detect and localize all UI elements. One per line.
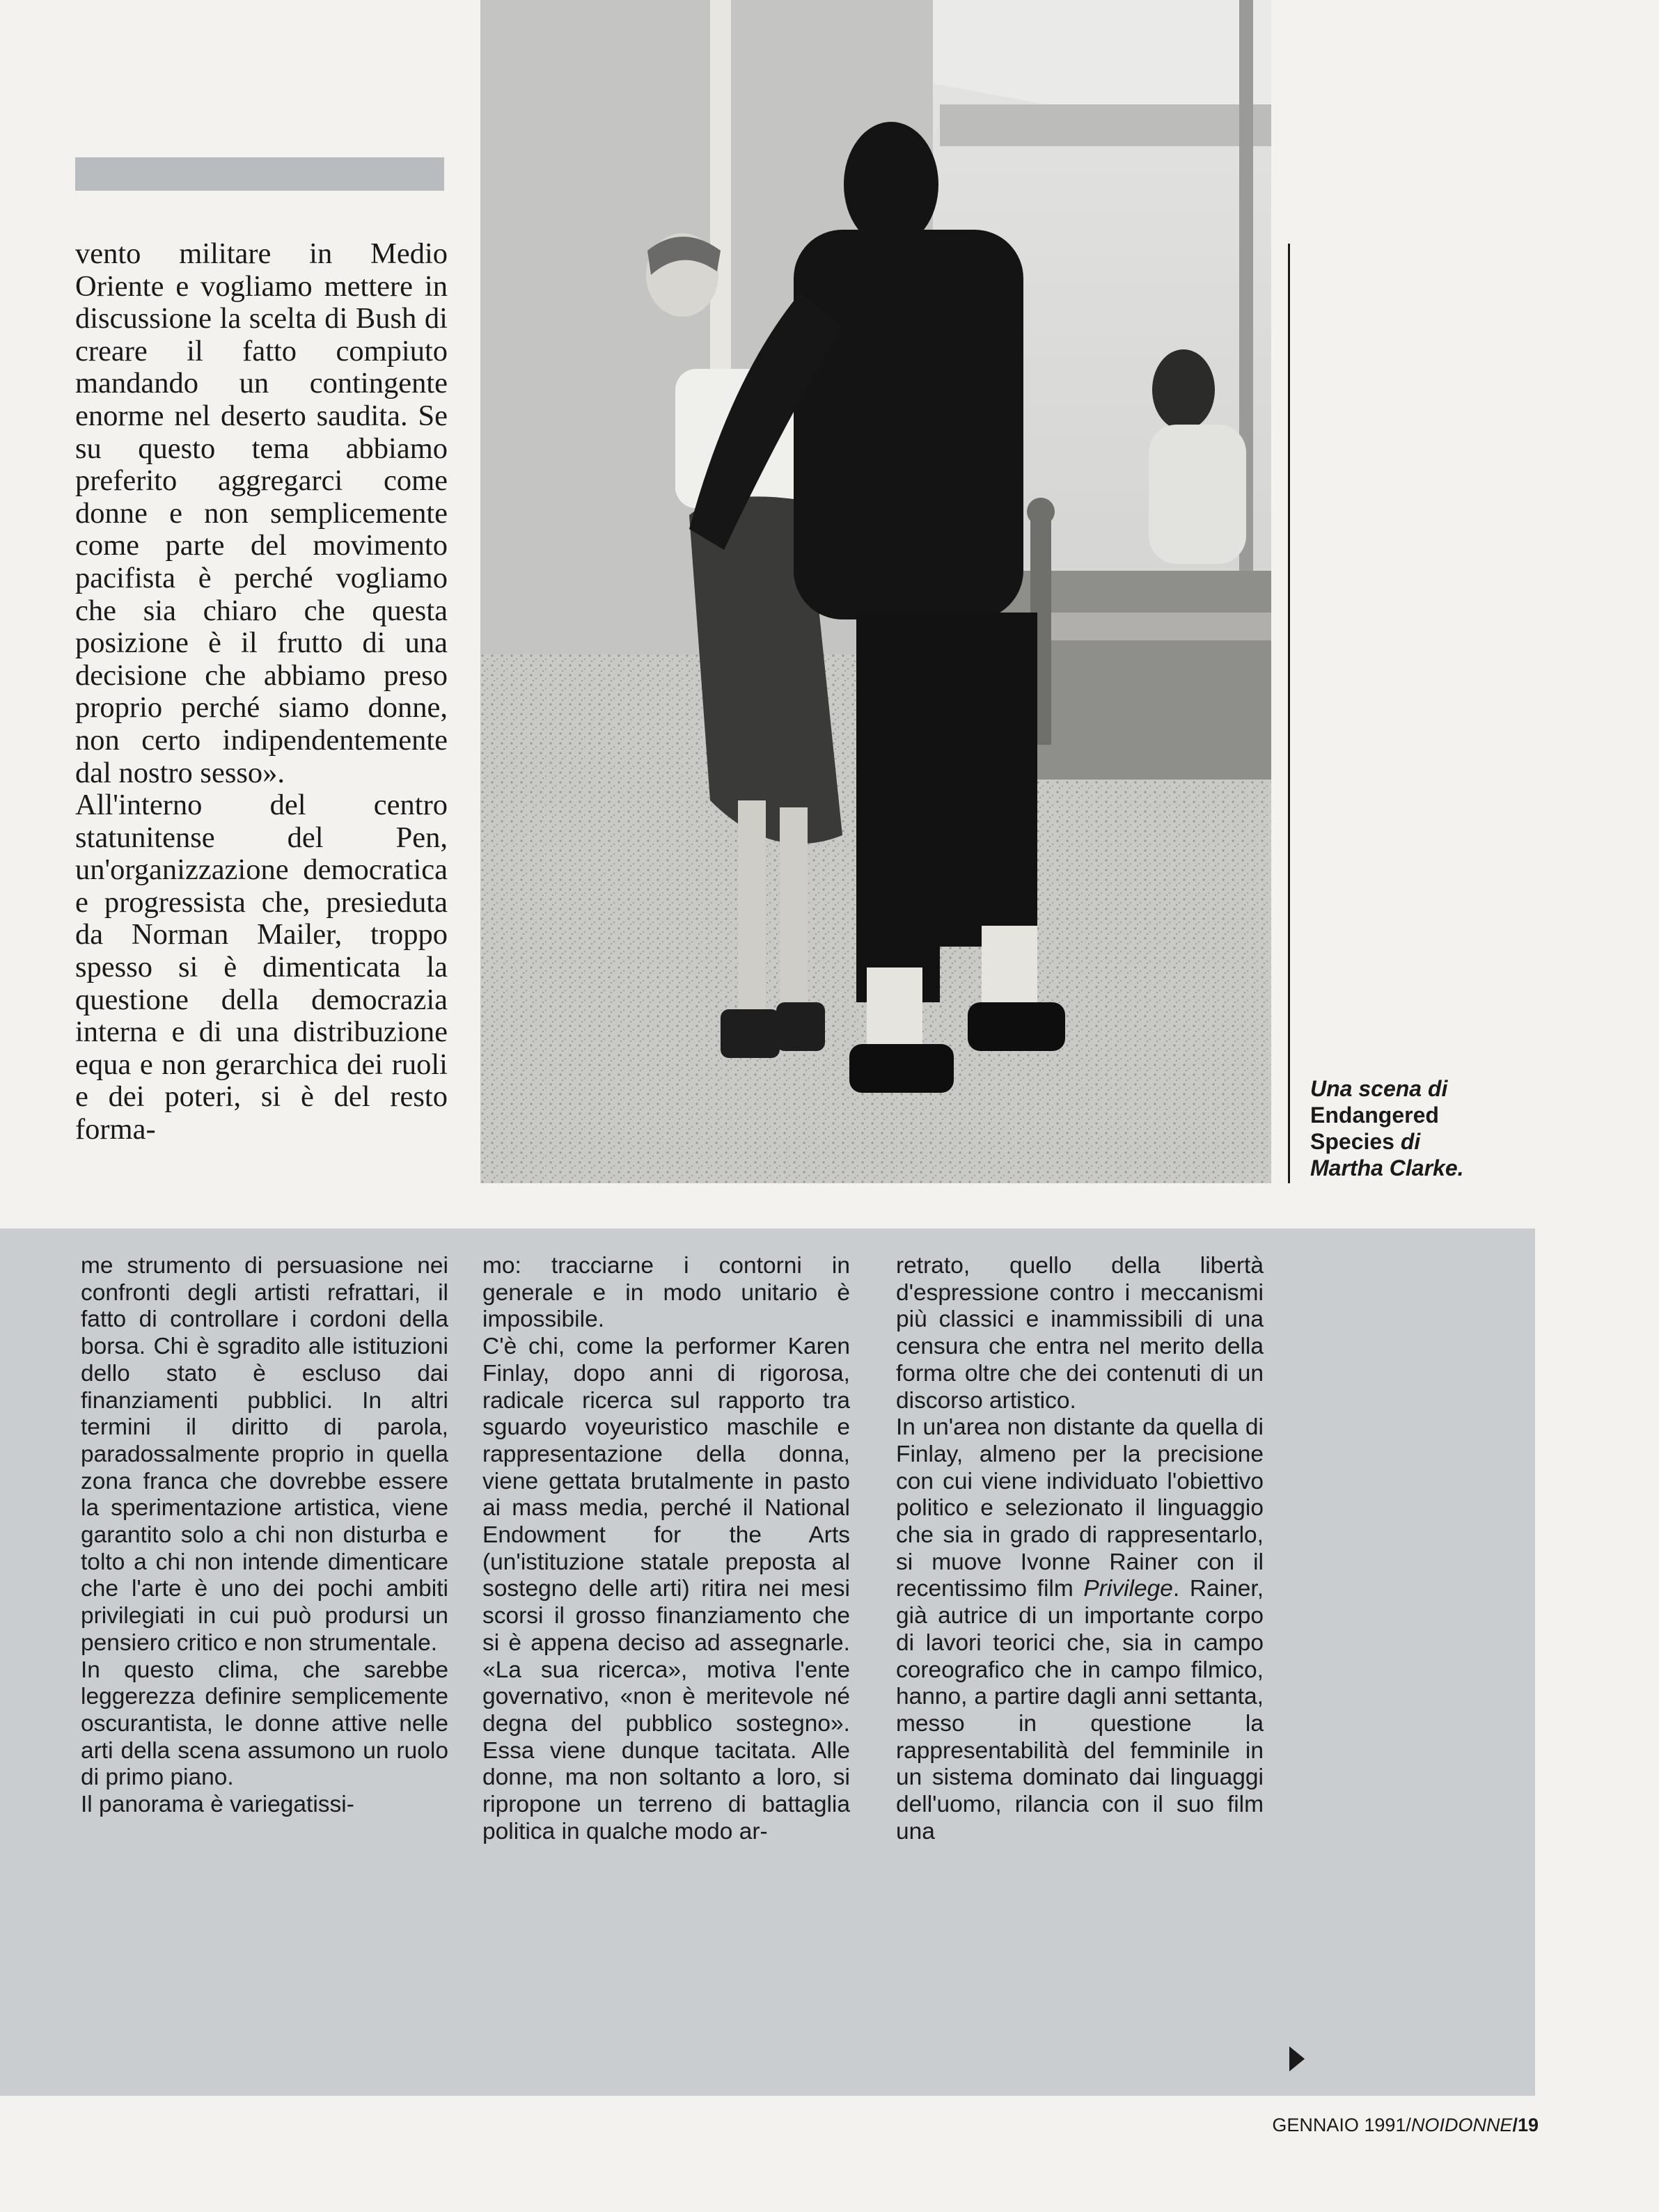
decorative-gray-bar: [75, 157, 444, 191]
footer-date: GENNAIO 1991/: [1272, 2115, 1411, 2135]
paragraph: All'interno del centro statunitense del Pen, un'organizzazione democratica e progressista che, presieduta da Norman Mailer, troppo spesso si è dimenticata la questione della democrazia interna e di una distribuzione equa e non gerarchica dei ruoli e dei poteri, si è del resto forma-: [75, 789, 448, 1146]
caption-author: Martha Clarke.: [1310, 1155, 1464, 1180]
caption-text: di: [1400, 1129, 1421, 1154]
paragraph: In questo clima, che sarebbe leggerezza definire semplicemente oscurantista, le donne attive nelle arti della scena assumono un ruolo di primo piano.: [81, 1657, 448, 1791]
paragraph: me strumento di persuasione nei confronti degli artisti refrattari, il fatto di controllare i cordoni della borsa. Chi è sgradito alle istituzioni dello stato è escluso dai finanziamenti pubblici. In altri termini il diritto di parola, paradossalmente proprio in quella zona franca che dovrebbe essere la sperimentazione artistica, viene garantito solo a chi non disturba e tolto a chi non intende dimenticare che l'arte è uno dei pochi ambiti privilegiati in cui può prodursi un pensiero critico e non strumentale.: [81, 1253, 448, 1656]
caption-play-title: Endangered Species: [1310, 1103, 1439, 1154]
bottom-column-3: [896, 1253, 1264, 1845]
caption-rule: [1288, 244, 1290, 1183]
footer-magazine: NOIDONNE: [1410, 2115, 1513, 2135]
top-left-article-column: [75, 238, 448, 1146]
paragraph: retrato, quello della libertà d'espressione contro i meccanismi più classici e inammissibili di una censura che entra nel merito della forma oltre che dei contenuti di un discorso artistico.: [896, 1253, 1264, 1414]
text-run: . Rainer, già autrice di un importante corpo di lavori teorici che, sia in campo coreografico che in campo filmico, hanno, a partire dagli anni settanta, messo in questione la rappresentabilità del femminile in un sistema dominato dai linguaggi dell'uomo, rilancia con il suo film una: [896, 1576, 1264, 1844]
photo-caption: [1310, 1075, 1519, 1181]
page-footer: [1083, 2115, 1539, 2136]
paragraph: Il panorama è variegatissi-: [81, 1792, 354, 1818]
footer-page-number: /19: [1512, 2115, 1539, 2135]
paragraph: mo: tracciarne i contorni in generale e in modo unitario è impossibile.: [482, 1253, 850, 1333]
bottom-column-2: [482, 1253, 850, 1845]
paragraph: [896, 1414, 1264, 1845]
text-run: In un'area non distante da quella di Finlay, almeno per la precisione con cui viene individuato l'obiettivo politico e selezionato il linguaggio che sia in grado di rappresentarlo, si muove Ivonne Rainer con il recentissimo film: [896, 1414, 1264, 1602]
film-title: Privilege: [1083, 1576, 1173, 1602]
stage-photograph: [480, 0, 1271, 1183]
photo-illustration: [480, 0, 1271, 1183]
bottom-column-1: [81, 1253, 448, 1819]
paragraph: vento militare in Medio Oriente e vogliamo mettere in discussione la scelta di Bush di creare il fatto compiuto mandando un contingente enorme nel deserto saudita. Se su questo tema abbiamo preferito aggregarci come donne e non semplicemente come parte del movimento pacifista è perché vogliamo che sia chiaro che questa posizione è il frutto di una decisione che abbiamo preso proprio perché siamo donne, non certo indipendentemente dal nostro sesso».: [75, 237, 448, 789]
paragraph: C'è chi, come la performer Karen Finlay, dopo anni di rigorosa, radicale ricerca sul rapporto tra sguardo voyeuristico maschile e rappresentazione della donna, viene gettata brutalmente in pasto ai mass media, perché il National Endowment for the Arts (un'istituzione statale preposta al sostegno delle arti) ritira nei mesi scorsi il grosso finanziamento che si è appena deciso ad assegnarle. «La sua ricerca», motiva l'ente governativo, «non è meritevole né degna del pubblico sostegno». Essa viene dunque tacitata. Alle donne, ma non soltanto a loro, si ripropone un terreno di battaglia politica in qualche modo ar-: [482, 1334, 850, 1844]
continue-arrow-icon: [1289, 2046, 1305, 2071]
caption-text: Una scena di: [1310, 1076, 1448, 1101]
